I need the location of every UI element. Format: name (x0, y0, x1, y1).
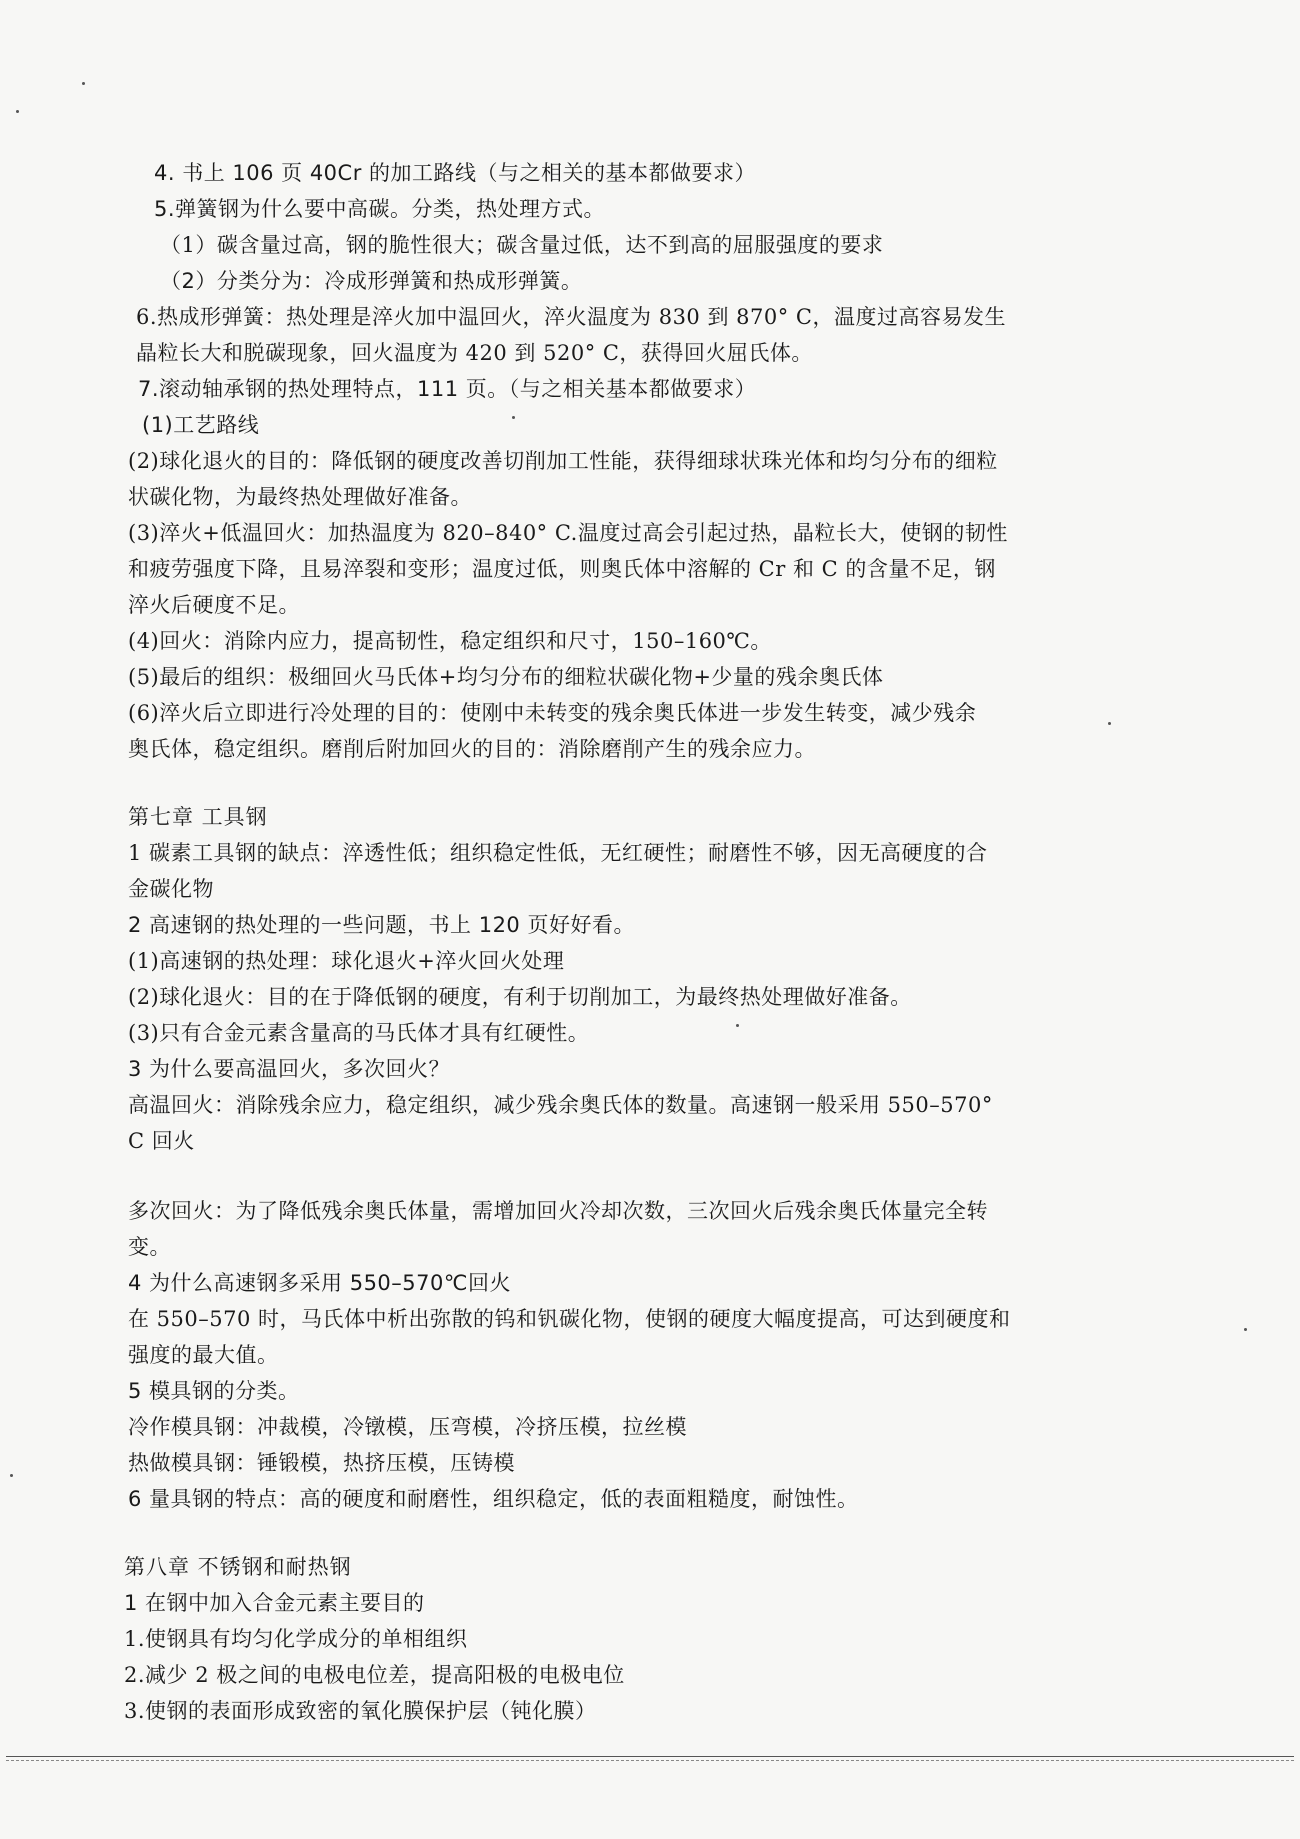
text-line: 热做模具钢：锤锻模，热挤压模，压铸模 (128, 1451, 515, 1475)
text-line: 2 高速钢的热处理的一些问题，书上 120 页好好看。 (128, 913, 635, 937)
text-line: （1）碳含量过高，钢的脆性很大；碳含量过低，达不到高的屈服强度的要求 (160, 233, 884, 257)
text-line: 3 为什么要高温回火，多次回火？ (128, 1057, 451, 1081)
text-line: (1)工艺路线 (142, 413, 260, 437)
scan-speck (512, 416, 515, 419)
text-line: (3)淬火+低温回火：加热温度为 820–840° C.温度过高会引起过热，晶粒长大，使钢的韧性 (128, 521, 1008, 545)
text-line: (4)回火：消除内应力，提高韧性，稳定组织和尺寸，150–160℃。 (128, 629, 772, 653)
text-line: 2.减少 2 极之间的电极电位差，提高阳极的电极电位 (124, 1663, 625, 1687)
text-line: (6)淬火后立即进行冷处理的目的：使刚中未转变的残余奥氏体进一步发生转变，减少残余 (128, 701, 977, 725)
text-line: 1 碳素工具钢的缺点：淬透性低；组织稳定性低，无红硬性；耐磨性不够，因无高硬度的合 (128, 841, 988, 865)
scan-speck (82, 82, 85, 85)
text-line: 多次回火：为了降低残余奥氏体量，需增加回火冷却次数，三次回火后残余奥氏体量完全转 (128, 1199, 988, 1223)
text-line: 状碳化物，为最终热处理做好准备。 (128, 485, 472, 509)
chapter-heading: 第七章 工具钢 (128, 805, 268, 829)
bottom-rule (6, 1760, 1294, 1761)
text-line: 1.使钢具有均匀化学成分的单相组织 (124, 1627, 468, 1651)
text-line: 强度的最大值。 (128, 1343, 279, 1367)
scan-speck (1108, 722, 1111, 725)
text-line: 在 550–570 时，马氏体中析出弥散的钨和钒碳化物，使钢的硬度大幅度提高，可达到硬度和 (128, 1307, 1011, 1331)
scan-speck (10, 1474, 13, 1477)
text-line: 金碳化物 (128, 877, 214, 901)
scan-speck (736, 1024, 739, 1027)
scan-speck (1244, 1328, 1247, 1331)
text-line: 淬火后硬度不足。 (128, 593, 300, 617)
text-line: (2)球化退火：目的在于降低钢的硬度，有利于切削加工，为最终热处理做好准备。 (128, 985, 912, 1009)
scan-speck (16, 110, 19, 113)
text-line: 1 在钢中加入合金元素主要目的 (124, 1591, 425, 1615)
text-line: 5.弹簧钢为什么要中高碳。分类，热处理方式。 (154, 197, 606, 221)
bottom-rule (6, 1756, 1294, 1757)
chapter-heading: 第八章 不锈钢和耐热钢 (124, 1555, 352, 1579)
text-line: 奥氏体，稳定组织。磨削后附加回火的目的：消除磨削产生的残余应力。 (128, 737, 816, 761)
text-line: C 回火 (128, 1129, 195, 1153)
text-line: 冷作模具钢：冲裁模，冷镦模，压弯模，冷挤压模，拉丝模 (128, 1415, 687, 1439)
text-line: (5)最后的组织：极细回火马氏体+均匀分布的细粒状碳化物+少量的残余奥氏体 (128, 665, 884, 689)
text-line: 和疲劳强度下降，且易淬裂和变形；温度过低，则奥氏体中溶解的 Cr 和 C 的含量不足，钢 (128, 557, 996, 581)
text-line: 7.滚动轴承钢的热处理特点，111 页。（与之相关基本都做要求） (138, 377, 757, 401)
text-line: 5 模具钢的分类。 (128, 1379, 300, 1403)
text-line: (1)高速钢的热处理：球化退火+淬火回火处理 (128, 949, 565, 973)
text-line: 4. 书上 106 页 40Cr 的加工路线（与之相关的基本都做要求） (154, 161, 757, 185)
text-line: 3.使钢的表面形成致密的氧化膜保护层（钝化膜） (124, 1699, 597, 1723)
text-line: 变。 (128, 1235, 171, 1259)
text-line: （2）分类分为：冷成形弹簧和热成形弹簧。 (160, 269, 583, 293)
text-line: 高温回火：消除残余应力，稳定组织，减少残余奥氏体的数量。高速钢一般采用 550–570° (128, 1093, 993, 1117)
text-line: 6 量具钢的特点：高的硬度和耐磨性，组织稳定，低的表面粗糙度，耐蚀性。 (128, 1487, 859, 1511)
text-line: 晶粒长大和脱碳现象，回火温度为 420 到 520° C，获得回火屈氏体。 (136, 341, 813, 365)
text-line: 6.热成形弹簧：热处理是淬火加中温回火，淬火温度为 830 到 870° C，温度过高容易发生 (136, 305, 1006, 329)
text-line: (2)球化退火的目的：降低钢的硬度改善切削加工性能，获得细球状珠光体和均匀分布的细粒 (128, 449, 998, 473)
text-line: 4 为什么高速钢多采用 550–570℃回火 (128, 1271, 511, 1295)
text-line: (3)只有合金元素含量高的马氏体才具有红硬性。 (128, 1021, 590, 1045)
page-content (104, 160, 1104, 1724)
